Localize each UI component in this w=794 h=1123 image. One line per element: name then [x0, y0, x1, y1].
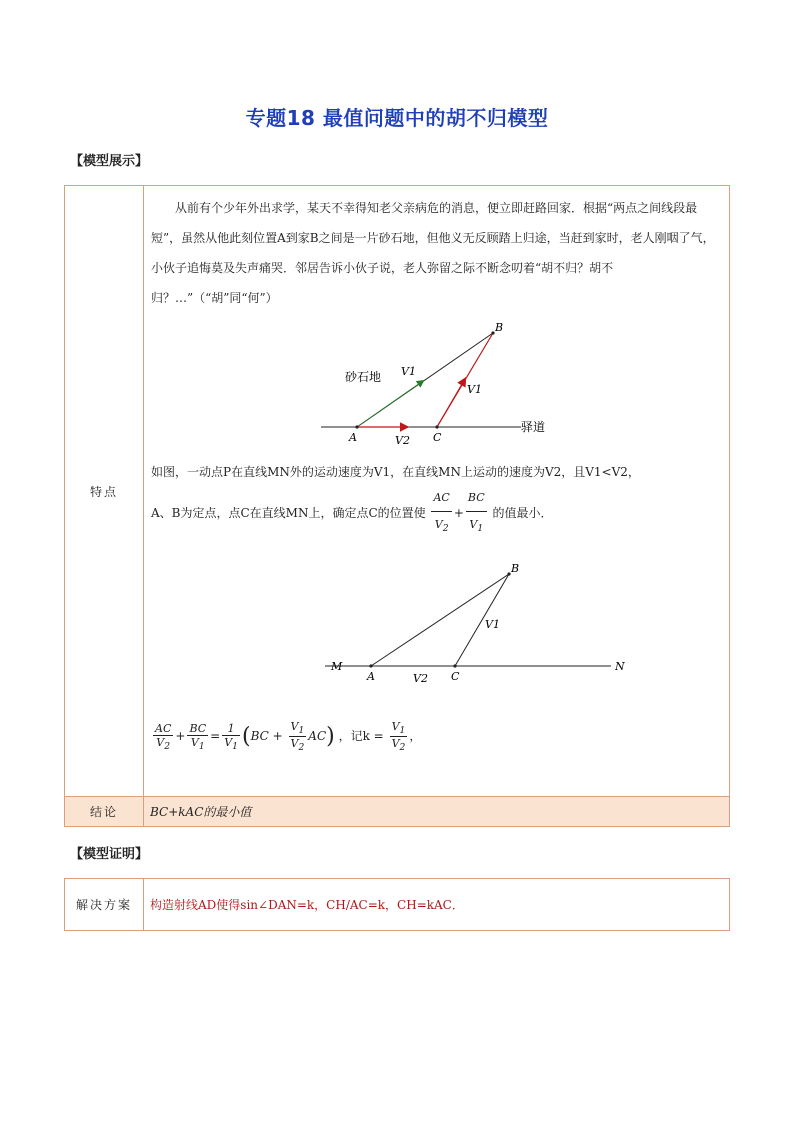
point-c — [435, 425, 438, 428]
solution-label: 解决方案 — [65, 879, 144, 931]
label-v1-side: V1 — [467, 383, 482, 396]
label-n: N — [615, 660, 625, 674]
point-a — [355, 425, 358, 428]
segment-cb-2 — [455, 574, 509, 666]
label-v1-2: V1 — [485, 618, 500, 632]
label-m: M — [331, 660, 343, 674]
label-c2: C — [451, 670, 460, 684]
label-b: B — [495, 321, 504, 334]
solution-table — [64, 878, 730, 931]
conclusion-text: BC+kAC的最小值 — [144, 797, 730, 827]
arrow-v1-red — [437, 379, 465, 427]
model-table — [64, 185, 730, 827]
label-v1-top: V1 — [401, 365, 416, 378]
arrow-v1-green — [357, 381, 423, 427]
formula-line: $\frac{AC}{V_2}$ + $\frac{BC}{V_1}$ = $\frac{1}{V_1}$ (BC + $\frac{V_1}{V_2}$ AC) ，记k = $\frac{V_1}{V_2}$ ， — [155, 720, 422, 754]
label-a2: A — [367, 670, 375, 684]
label-v2-2: V2 — [413, 672, 428, 686]
figure-road-diagram — [145, 313, 725, 453]
label-road: 驿道 — [521, 420, 546, 434]
description-line-1: 如图，一动点P在直线MN外的运动速度为V1，在直线MN上运动的速度为V2，且V1<V2， — [151, 465, 640, 479]
label-sand: 砂石地 — [345, 370, 382, 384]
label-a: A — [349, 431, 357, 444]
page-title: 专题18 最值问题中的胡不归模型 — [245, 106, 549, 130]
conclusion-label: 结论 — [65, 797, 144, 827]
feature-label: 特点 — [65, 186, 144, 797]
story-text: 从前有个少年外出求学，某天不幸得知老父亲病危的消息，便立即赶路回家．根据“两点之间线段最短”，虽然从他此刻位置A到家B之间是一片砂石地，但他义无反顾踏上归途，当赶到家时，老人刚咽了气，小伙子追悔莫及失声痛哭．邻居告诉小伙子说，老人弥留之际不断念叨着“胡不归？胡不归？…”（“胡”同“何”） — [151, 201, 715, 305]
description-line-2: A、B为定点，点C在直线MN上，确定点C的位置使 $\frac{AC}{V_2}$ + $\frac{BC}{V_1}$ 的值最小． — [151, 485, 722, 542]
section-heading-model-proof: 【模型证明】 — [70, 847, 149, 862]
figure-mn-diagram — [145, 556, 725, 696]
label-b2: B — [511, 562, 520, 576]
label-v2: V2 — [395, 434, 410, 447]
label-c: C — [433, 431, 442, 444]
section-heading-model-display: 【模型展示】 — [70, 154, 149, 169]
solution-text: 构造射线AD使得sin∠DAN=k，CH/AC=k，CH=kAC． — [144, 879, 730, 931]
feature-content — [144, 186, 730, 797]
